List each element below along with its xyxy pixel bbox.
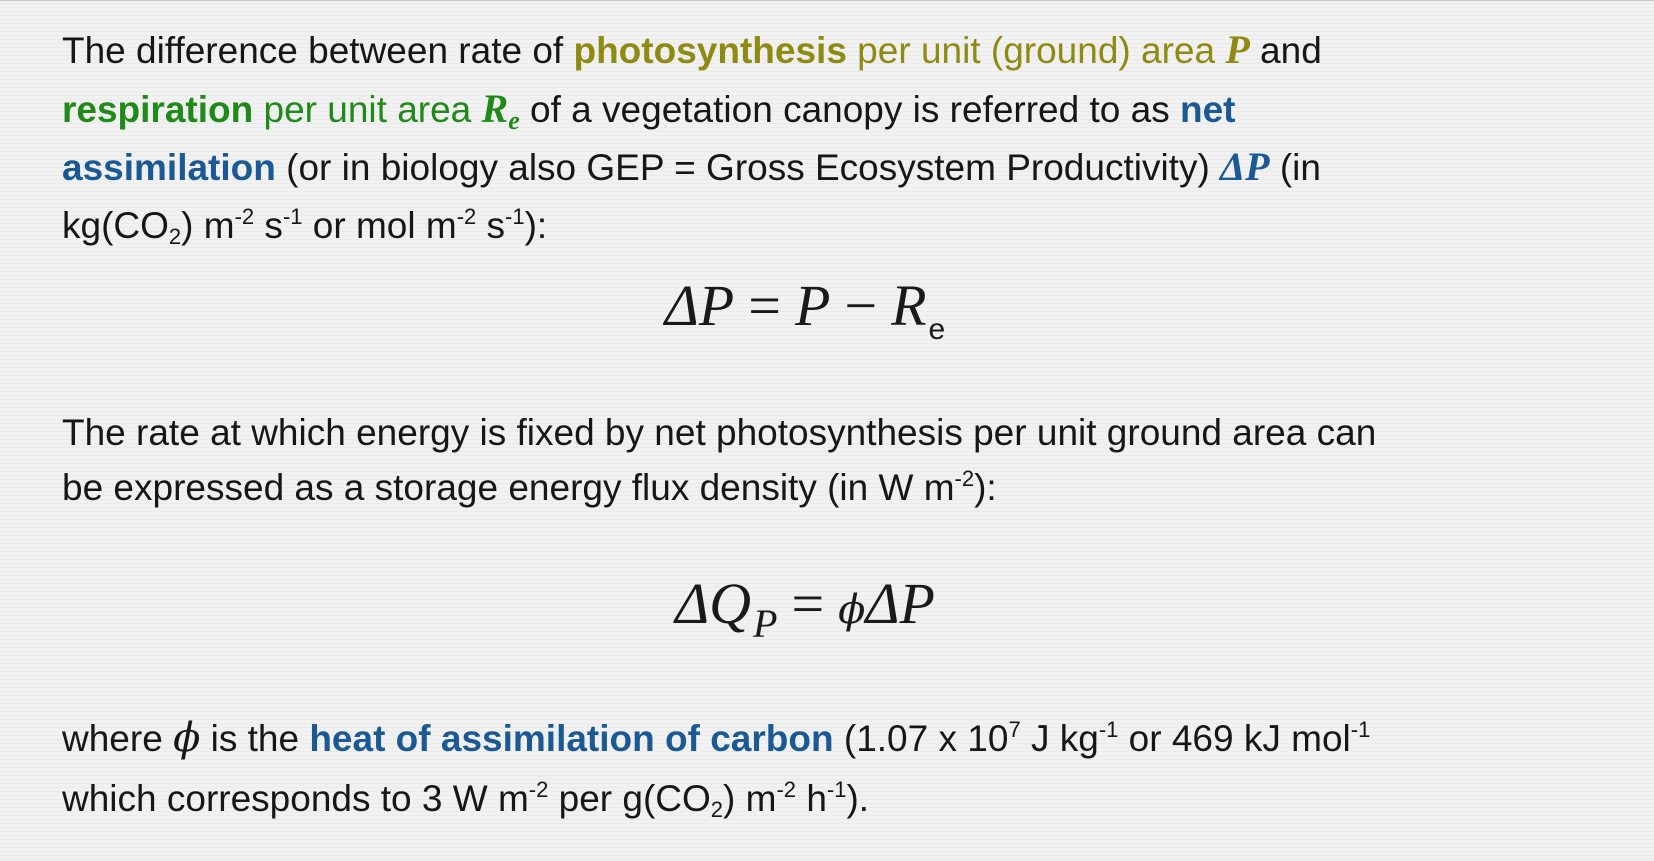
eq-equals: = — [791, 571, 825, 636]
eq-P: P — [794, 273, 831, 338]
unit-text: kg(CO — [62, 204, 169, 246]
superscript: -1 — [1350, 717, 1371, 742]
subscript: 2 — [710, 797, 724, 822]
heat-of-assimilation-paragraph — [62, 708, 1622, 829]
term-net: net — [1179, 88, 1236, 130]
eq-lhs-Q: ΔQ — [675, 571, 752, 636]
symbol-Re-subscript: e — [508, 105, 520, 135]
eq-lhs-text: ΔP — [664, 273, 735, 338]
eq-equals: = — [748, 273, 781, 338]
eq-minus: − — [844, 273, 878, 338]
text-run: ). — [846, 778, 870, 819]
superscript: 7 — [1008, 717, 1021, 742]
term-assimilation: assimilation — [62, 147, 276, 188]
text-run: or 469 kJ mol — [1118, 718, 1351, 759]
text-run: is the — [200, 718, 310, 759]
symbol-Re-base: R — [481, 85, 509, 131]
term-heat-of-assimilation: heat of assimilation of carbon — [309, 718, 834, 759]
text-run: of a vegetation canopy is referred to as — [519, 88, 1180, 130]
text-run: ): — [974, 467, 997, 508]
unit-text: ) m — [181, 204, 235, 246]
symbol-P: P — [1225, 27, 1250, 72]
text-run: per unit area — [253, 88, 482, 130]
superscript: -2 — [234, 203, 255, 229]
superscript: -2 — [776, 777, 797, 802]
eq-rhs-delta-P: ΔP — [865, 571, 935, 636]
subscript: 2 — [168, 223, 182, 249]
text-run: and — [1249, 30, 1322, 71]
superscript: -2 — [456, 203, 477, 229]
term-respiration: respiration — [62, 88, 254, 130]
text-run: (in — [1269, 147, 1321, 188]
equation-net-assimilation — [0, 272, 1632, 346]
term-photosynthesis: photosynthesis — [573, 30, 847, 71]
unit-text: ): — [524, 204, 548, 246]
eq-Q-subscript: P — [753, 601, 778, 646]
text-run: The difference between rate of — [62, 30, 574, 71]
top-divider — [0, 0, 1654, 1]
text-run: h — [796, 778, 827, 819]
text-run: The rate at which energy is fixed by net photosynthesis per unit ground area can — [62, 412, 1377, 453]
text-run: (1.07 x 10 — [833, 718, 1009, 759]
storage-flux-paragraph — [62, 405, 1622, 515]
superscript: -1 — [505, 203, 525, 229]
superscript: -2 — [954, 466, 975, 491]
text-run: (or in biology also GEP = Gross Ecosystem Productivity) — [275, 147, 1221, 188]
text-run: J kg — [1020, 718, 1099, 759]
symbol-phi: ϕ — [173, 715, 201, 761]
superscript: -1 — [282, 203, 303, 229]
unit-text: or mol m — [302, 204, 457, 246]
eq-R-subscript: e — [928, 313, 946, 346]
symbol-Re — [481, 85, 520, 135]
text-run: per unit (ground) area — [846, 30, 1226, 71]
eq-lhs — [665, 273, 734, 338]
eq-phi: ϕ — [838, 587, 866, 633]
unit-text: s — [476, 204, 506, 246]
equation-storage-flux — [0, 570, 1632, 646]
text-run: ) m — [723, 778, 777, 819]
superscript: -2 — [528, 777, 549, 802]
text-run: where — [62, 718, 174, 759]
superscript: -1 — [1098, 717, 1119, 742]
net-assimilation-paragraph — [62, 21, 1622, 254]
text-run: per g(CO — [548, 778, 711, 819]
unit-text: s — [254, 204, 283, 246]
superscript: -1 — [826, 777, 847, 802]
symbol-delta-P: ΔP — [1220, 144, 1270, 189]
text-run: which corresponds to 3 W m — [62, 778, 529, 819]
eq-R: R — [891, 273, 927, 338]
text-run: be expressed as a storage energy flux density (in W m — [62, 467, 955, 508]
